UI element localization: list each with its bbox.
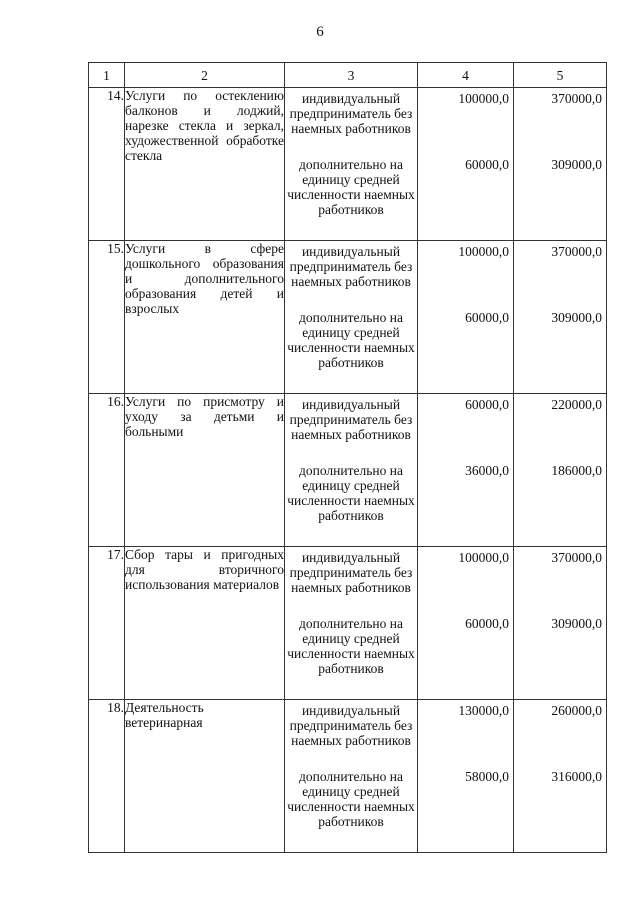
header-row: [89, 63, 607, 88]
col5-value: 309000,0: [551, 310, 602, 325]
category-additional: дополнительно на единицу средней численности наемных работников: [287, 310, 415, 370]
col5-value: 370000,0: [551, 244, 602, 259]
col4-value: 60000,0: [465, 397, 509, 412]
column-header: 1: [89, 63, 125, 88]
col5-cell: [514, 88, 607, 241]
table-row: [89, 241, 607, 394]
col5-value: 309000,0: [551, 616, 602, 631]
col4-value: 130000,0: [458, 703, 509, 718]
table-row: [89, 394, 607, 547]
category-cell: [285, 88, 418, 241]
category-base: индивидуальный предприниматель без наемных работников: [289, 397, 413, 442]
col4-value: 60000,0: [465, 157, 509, 172]
service-name: Услуги по присмотру и уходу за детьми и больными: [125, 394, 285, 547]
category-additional: дополнительно на единицу средней численности наемных работников: [287, 463, 415, 523]
column-header: 4: [418, 63, 514, 88]
col5-value: 316000,0: [551, 769, 602, 784]
service-name: Сбор тары и пригодных для вторичного использования материалов: [125, 547, 285, 700]
row-number: 14.: [89, 88, 125, 241]
col5-value: 309000,0: [551, 157, 602, 172]
table-row: [89, 700, 607, 853]
category-additional: дополнительно на единицу средней численности наемных работников: [287, 616, 415, 676]
col4-cell: [418, 88, 514, 241]
col4-value: 100000,0: [458, 244, 509, 259]
table-row: [89, 547, 607, 700]
category-cell: [285, 547, 418, 700]
column-header: 5: [514, 63, 607, 88]
col4-cell: [418, 547, 514, 700]
category-base: индивидуальный предприниматель без наемных работников: [289, 91, 413, 136]
row-number: 17.: [89, 547, 125, 700]
col5-value: 186000,0: [551, 463, 602, 478]
col4-cell: [418, 700, 514, 853]
service-name: Деятельность ветеринарная: [125, 700, 285, 853]
col5-cell: [514, 394, 607, 547]
col5-value: 370000,0: [551, 91, 602, 106]
table-row: [89, 88, 607, 241]
category-additional: дополнительно на единицу средней численности наемных работников: [287, 769, 415, 829]
col4-value: 36000,0: [465, 463, 509, 478]
category-additional: дополнительно на единицу средней численности наемных работников: [287, 157, 415, 217]
row-number: 16.: [89, 394, 125, 547]
col5-cell: [514, 241, 607, 394]
col4-cell: [418, 394, 514, 547]
tax-table: [88, 62, 607, 853]
col4-value: 100000,0: [458, 91, 509, 106]
col4-value: 58000,0: [465, 769, 509, 784]
category-base: индивидуальный предприниматель без наемных работников: [289, 703, 413, 748]
category-cell: [285, 394, 418, 547]
service-name: Услуги в сфере дошкольного образования и дополнительного образования детей и взрослых: [125, 241, 285, 394]
col5-value: 220000,0: [551, 397, 602, 412]
page-number: 6: [316, 24, 324, 40]
row-number: 18.: [89, 700, 125, 853]
category-base: индивидуальный предприниматель без наемных работников: [289, 244, 413, 289]
category-base: индивидуальный предприниматель без наемных работников: [289, 550, 413, 595]
col4-value: 100000,0: [458, 550, 509, 565]
col4-value: 60000,0: [465, 310, 509, 325]
service-name: Услуги по остеклению балконов и лоджий, нарезке стекла и зеркал, художественной обработке стекла: [125, 88, 285, 241]
col5-cell: [514, 700, 607, 853]
category-cell: [285, 241, 418, 394]
column-header: 3: [285, 63, 418, 88]
col4-value: 60000,0: [465, 616, 509, 631]
col5-value: 260000,0: [551, 703, 602, 718]
row-number: 15.: [89, 241, 125, 394]
column-header: 2: [125, 63, 285, 88]
category-cell: [285, 700, 418, 853]
col5-value: 370000,0: [551, 550, 602, 565]
col5-cell: [514, 547, 607, 700]
col4-cell: [418, 241, 514, 394]
